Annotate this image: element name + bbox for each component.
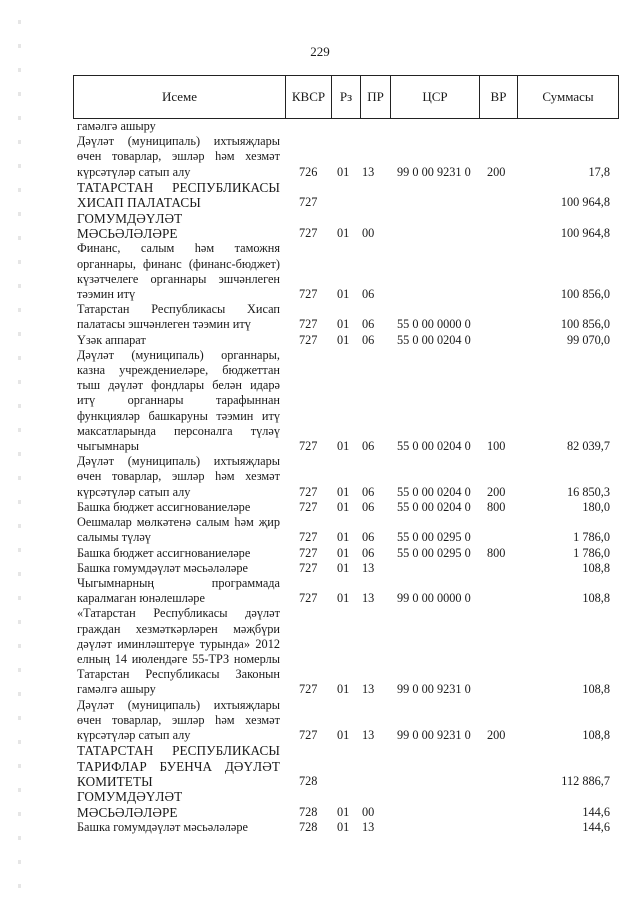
row-pr: 06 [362, 499, 375, 514]
row-pr: 06 [362, 484, 375, 499]
table-row [0, 302, 640, 332]
row-pr: 00 [362, 804, 375, 819]
table-row [0, 561, 640, 576]
row-rz: 01 [337, 591, 350, 606]
table-row [0, 515, 640, 545]
page-number: 229 [310, 44, 330, 59]
row-rz: 01 [337, 317, 350, 332]
row-kvsr: 727 [299, 226, 318, 241]
row-sum: 100 856,0 [560, 317, 610, 332]
row-rz: 01 [337, 439, 350, 454]
row-vr: 200 [487, 484, 506, 499]
row-rz: 01 [337, 287, 350, 302]
header-pr: ПР [360, 76, 390, 118]
table-row [0, 180, 640, 211]
row-name: Дәүләт (муниципаль) ихтыяҗлары өчен товарлар, эшләр һәм хезмәт күрсәтүләр сатып алу [77, 134, 280, 179]
row-pr: 06 [362, 332, 375, 347]
row-name: Башка гомумдәүләт мәсьәләләре [77, 820, 248, 835]
row-rz: 01 [337, 545, 350, 560]
row-sum: 100 964,8 [560, 195, 610, 210]
table-row [0, 789, 640, 820]
row-rz: 01 [337, 804, 350, 819]
row-pr: 06 [362, 287, 375, 302]
row-name: Татарстан Республикасы Хисап палатасы эшчәнлеген тәэмин итү [77, 302, 280, 332]
row-pr: 13 [362, 591, 375, 606]
row-sum: 112 886,7 [561, 774, 610, 789]
table-row [0, 500, 640, 515]
header-vr: ВР [479, 76, 517, 118]
row-csr: 99 0 00 9231 0 [397, 727, 471, 742]
row-sum: 144,6 [582, 804, 610, 819]
row-vr: 100 [487, 439, 506, 454]
row-kvsr: 727 [299, 317, 318, 332]
row-name: Оешмалар мөлкәтенә салым һәм җир салымы түләү [77, 515, 280, 545]
row-name: Чыгымнарның программада каралмаган юнәлешләре [77, 575, 280, 606]
row-vr: 200 [487, 727, 506, 742]
row-name: ГОМУМДӘҮЛӘТ МӘСЬӘЛӘЛӘРЕ [77, 210, 183, 242]
row-rz: 01 [337, 226, 350, 241]
row-rz: 01 [337, 682, 350, 697]
row-pr: 13 [362, 682, 375, 697]
table-row [0, 454, 640, 500]
header-kvsr: КВСР [285, 76, 331, 118]
header-name: Исеме [161, 89, 198, 104]
row-kvsr: 727 [299, 545, 318, 560]
row-vr: 800 [487, 499, 506, 514]
row-pr: 13 [362, 820, 375, 835]
row-rz: 01 [337, 499, 350, 514]
row-sum: 100 856,0 [560, 287, 610, 302]
table-row [0, 743, 640, 789]
table-row [0, 134, 640, 180]
table-row [0, 119, 640, 134]
header-csr: ЦСР [390, 76, 479, 118]
row-csr: 55 0 00 0204 0 [397, 484, 471, 499]
row-sum: 99 070,0 [566, 332, 610, 347]
header-sum: Суммасы [517, 76, 618, 118]
row-rz: 01 [337, 332, 350, 347]
header-rz: Рз [331, 76, 360, 118]
row-csr: 55 0 00 0295 0 [397, 530, 471, 545]
row-kvsr: 727 [299, 332, 318, 347]
row-rz: 01 [337, 484, 350, 499]
table-row [0, 333, 640, 348]
row-name: Дәүләт (муниципаль) ихтыяҗлары өчен товарлар, эшләр һәм хезмәт күрсәтүләр сатып алу [77, 697, 280, 742]
row-name: Дәүләт (муниципаль) ихтыяҗлары өчен товарлар, эшләр һәм хезмәт күрсәтүләр сатып алу [77, 454, 280, 499]
row-pr: 06 [362, 545, 375, 560]
row-sum: 100 964,8 [560, 226, 610, 241]
row-vr: 800 [487, 545, 506, 560]
row-sum: 82 039,7 [566, 439, 610, 454]
row-rz: 01 [337, 727, 350, 742]
row-pr: 06 [362, 317, 375, 332]
row-pr: 13 [362, 560, 375, 575]
row-sum: 144,6 [582, 820, 610, 835]
row-kvsr: 727 [299, 195, 318, 210]
row-name: «Татарстан Республикасы дәүләт граждан хезмәткәрләрен мәҗбүри дәүләт иминләштерүе турында» 2012 елның 14 июлендәге 55-ТРЗ номерлы Татарстан Республикасы Законын гамәлгә ашыру [77, 606, 280, 697]
table-body [0, 119, 640, 835]
table-row [0, 698, 640, 744]
row-sum: 108,8 [582, 682, 610, 697]
row-kvsr: 727 [299, 560, 318, 575]
row-name: ГОМУМДӘҮЛӘТ МӘСЬӘЛӘЛӘРЕ [77, 789, 183, 820]
row-csr: 99 0 00 9231 0 [397, 164, 471, 179]
row-name: Үзәк аппарат [77, 332, 146, 347]
row-kvsr: 727 [299, 727, 318, 742]
row-pr: 06 [362, 530, 375, 545]
row-name: Башка бюджет ассигнованиеләре [77, 545, 251, 560]
row-name: ТАТАРСТАН РЕСПУБЛИКАСЫ ХИСАП ПАЛАТАСЫ [77, 179, 280, 211]
table-row [0, 820, 640, 835]
row-sum: 1 786,0 [573, 545, 610, 560]
row-kvsr: 727 [299, 682, 318, 697]
row-name: Башка бюджет ассигнованиеләре [77, 499, 251, 514]
row-pr: 00 [362, 226, 375, 241]
row-pr: 06 [362, 439, 375, 454]
table-row [0, 576, 640, 606]
table-row [0, 211, 640, 242]
table-row [0, 348, 640, 454]
row-csr: 99 0 00 9231 0 [397, 682, 471, 697]
table-row [0, 546, 640, 561]
row-rz: 01 [337, 164, 350, 179]
row-kvsr: 727 [299, 530, 318, 545]
row-kvsr: 726 [299, 164, 318, 179]
row-kvsr: 727 [299, 287, 318, 302]
row-vr: 200 [487, 164, 506, 179]
row-name: гамәлгә ашыру [77, 119, 156, 133]
row-sum: 17,8 [588, 164, 610, 179]
row-sum: 180,0 [582, 499, 610, 514]
row-sum: 108,8 [582, 560, 610, 575]
row-name: Финанс, салым һәм таможня органнары, финанс (финанс-бюджет) күзәтчелеге органнары эшчәнлеген тәэмин итү [77, 241, 280, 302]
row-kvsr: 727 [299, 439, 318, 454]
row-rz: 01 [337, 530, 350, 545]
row-csr: 55 0 00 0204 0 [397, 332, 471, 347]
row-csr: 55 0 00 0204 0 [397, 439, 471, 454]
table-header [73, 75, 619, 119]
row-pr: 13 [362, 164, 375, 179]
row-name: Башка гомумдәүләт мәсьәләләре [77, 560, 248, 575]
row-name: Дәүләт (муниципаль) органнары, казна учреждениеләре, бюджеттан тыш дәүләт фондлары белән идарә итү органнары тарафыннан функцияләр башкаруны тәэмин итү максатларында персоналга түләү чыгымнары [77, 347, 280, 454]
row-csr: 55 0 00 0295 0 [397, 545, 471, 560]
row-sum: 108,8 [582, 727, 610, 742]
row-sum: 1 786,0 [573, 530, 610, 545]
table-row [0, 241, 640, 302]
table-row [0, 606, 640, 697]
row-csr: 55 0 00 0204 0 [397, 499, 471, 514]
row-kvsr: 727 [299, 499, 318, 514]
row-rz: 01 [337, 820, 350, 835]
row-csr: 55 0 00 0000 0 [397, 317, 471, 332]
row-sum: 108,8 [582, 591, 610, 606]
row-kvsr: 728 [299, 804, 318, 819]
row-rz: 01 [337, 560, 350, 575]
row-sum: 16 850,3 [566, 484, 610, 499]
row-kvsr: 727 [299, 484, 318, 499]
row-kvsr: 728 [299, 820, 318, 835]
row-csr: 99 0 00 0000 0 [397, 591, 471, 606]
row-pr: 13 [362, 727, 375, 742]
row-name: ТАТАРСТАН РЕСПУБЛИКАСЫ ТАРИФЛАР БУЕНЧА ДӘҮЛӘТ КОМИТЕТЫ [77, 743, 280, 789]
row-kvsr: 728 [299, 774, 318, 789]
row-kvsr: 727 [299, 591, 318, 606]
